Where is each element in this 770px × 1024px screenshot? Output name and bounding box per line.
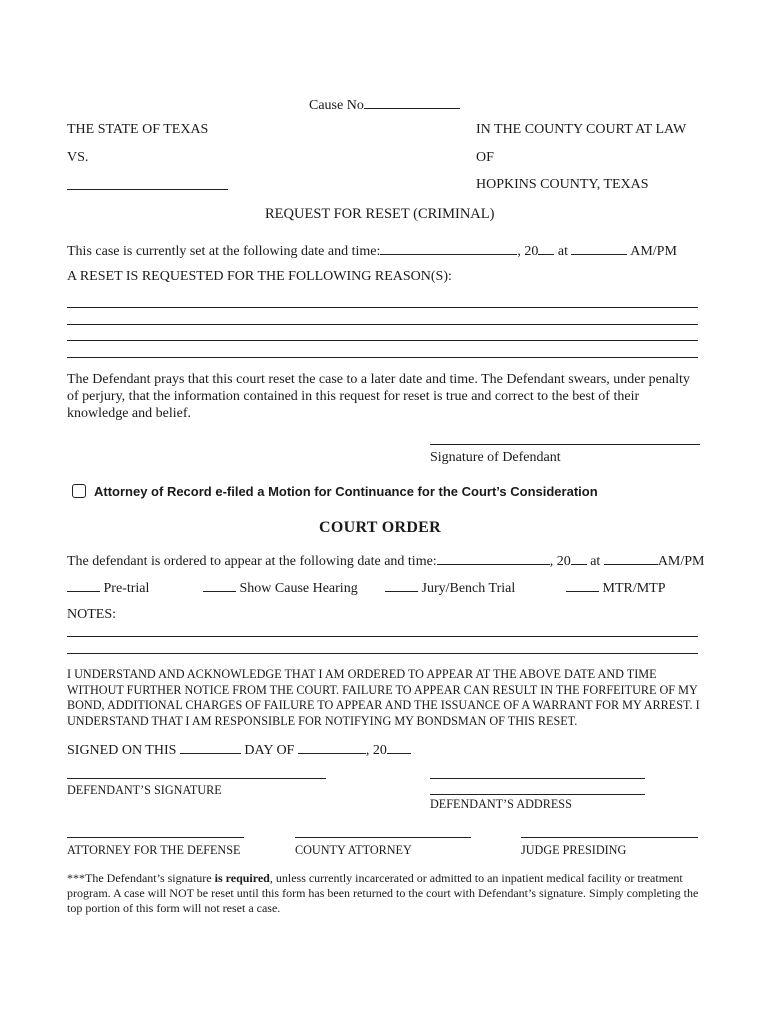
continuance-checkbox[interactable]: [72, 484, 86, 498]
pretrial-field[interactable]: [67, 579, 100, 592]
county-attorney-line[interactable]: [295, 837, 471, 838]
court-line-1: IN THE COUNTY COURT AT LAW: [476, 122, 687, 137]
mtr-mtp-label: MTR/MTP: [602, 581, 666, 596]
pretrial-label: Pre-trial: [103, 581, 150, 596]
defendant-name-field[interactable]: [67, 189, 228, 190]
mtr-mtp-field[interactable]: [566, 579, 599, 592]
notes-label: NOTES:: [67, 607, 116, 622]
order-ampm-label: AM/PM: [657, 554, 705, 569]
order-year-field[interactable]: [571, 552, 587, 565]
day-of-label: DAY OF: [244, 743, 295, 758]
court-order-title: COURT ORDER: [319, 519, 442, 536]
cause-no-label: Cause No: [309, 98, 364, 113]
hearing-mtr-mtp: [566, 579, 666, 597]
notes-line-1[interactable]: [67, 636, 698, 637]
defendant-address-caption: DEFENDANT’S ADDRESS: [430, 797, 572, 811]
court-line-3: HOPKINS COUNTY, TEXAS: [476, 177, 649, 192]
order-time-field[interactable]: [604, 552, 658, 565]
attorney-defense-line[interactable]: [67, 837, 244, 838]
cause-number: [309, 96, 460, 114]
footnote-prefix: ***The Defendant’s signature: [67, 871, 215, 885]
defendant-address-line-1[interactable]: [430, 778, 645, 779]
request-title: REQUEST FOR RESET (CRIMINAL): [265, 206, 495, 222]
current-time-field[interactable]: [571, 242, 627, 255]
notes-line-2[interactable]: [67, 653, 698, 654]
attorney-defense-caption: ATTORNEY FOR THE DEFENSE: [67, 843, 241, 857]
signed-day-field[interactable]: [180, 741, 241, 754]
judge-caption: JUDGE PRESIDING: [521, 843, 627, 857]
judge-line[interactable]: [521, 837, 698, 838]
footnote-bold: is required: [214, 871, 270, 885]
vs-label: VS.: [67, 150, 89, 165]
order-at-label: at: [590, 554, 601, 569]
court-line-2: OF: [476, 150, 494, 165]
defendant-signature-caption: DEFENDANT’S SIGNATURE: [67, 783, 222, 797]
current-year-field[interactable]: [538, 242, 554, 255]
order-setting-line: [67, 552, 705, 570]
declaration-text: The Defendant prays that this court reset the case to a later date and time. The Defendant swears, under penalty of perjury, that the information contained in this request for reset is true and correct to the best of their knowledge and belief.: [67, 372, 690, 421]
defendant-signature-field[interactable]: [430, 444, 700, 445]
current-date-field[interactable]: [380, 242, 517, 255]
signed-year-field[interactable]: [387, 741, 411, 754]
current-at-label: at: [557, 244, 568, 259]
signed-year-label: , 20: [365, 743, 387, 758]
order-date-label: The defendant is ordered to appear at the following date and time:: [67, 554, 437, 569]
signed-on-label: SIGNED ON THIS: [67, 743, 177, 758]
reason-line-4[interactable]: [67, 357, 698, 358]
current-setting-line: [67, 242, 677, 260]
footnote-suffix: , unless currently incarcerated or admitted to an inpatient medical facility or treatment program. A case will NOT be reset until this form has been returned to the court with Defendant’s signature. Simply completing the top portion of this form will not reset a case.: [67, 871, 699, 915]
defendant-address-line-2[interactable]: [430, 794, 645, 795]
defendant-signature-line[interactable]: [67, 778, 326, 779]
reason-label: A RESET IS REQUESTED FOR THE FOLLOWING REASON(S):: [67, 269, 452, 284]
order-year-prefix: , 20: [549, 554, 571, 569]
current-date-label: This case is currently set at the following date and time:: [67, 244, 381, 259]
footnote: [67, 871, 703, 916]
state-label: THE STATE OF TEXAS: [67, 122, 209, 137]
reason-line-1[interactable]: [67, 307, 698, 308]
jury-bench-field[interactable]: [385, 579, 418, 592]
show-cause-field[interactable]: [203, 579, 236, 592]
order-date-field[interactable]: [437, 552, 550, 565]
signed-on-line: [67, 741, 411, 759]
reason-line-3[interactable]: [67, 340, 698, 341]
signed-month-field[interactable]: [298, 741, 366, 754]
reason-line-2[interactable]: [67, 324, 698, 325]
county-attorney-caption: COUNTY ATTORNEY: [295, 843, 412, 857]
current-ampm-label: AM/PM: [630, 244, 677, 259]
current-year-prefix: , 20: [517, 244, 539, 259]
hearing-pretrial: [67, 579, 149, 597]
jury-bench-label: Jury/Bench Trial: [421, 581, 516, 596]
cause-no-field[interactable]: [364, 96, 460, 109]
hearing-jury-bench: [385, 579, 515, 597]
acknowledgement-text: I UNDERSTAND AND ACKNOWLEDGE THAT I AM ORDERED TO APPEAR AT THE ABOVE DATE AND TIME WITHOUT FURTHER NOTICE FROM THE COURT. FAILURE TO APPEAR CAN RESULT IN THE FORFEITURE OF MY BOND, ADDITIONAL CHARGES OF FAILURE TO APPEAR AND THE ISSUANCE OF A WARRANT FOR MY ARREST. I UNDERSTAND THAT I AM RESPONSIBLE FOR NOTIFYING MY BONDSMAN OF THIS RESET.: [67, 667, 700, 728]
show-cause-label: Show Cause Hearing: [239, 581, 358, 596]
defendant-signature-label: Signature of Defendant: [430, 450, 561, 465]
continuance-checkbox-label: Attorney of Record e-filed a Motion for Continuance for the Court’s Consideration: [94, 484, 598, 499]
hearing-show-cause: [203, 579, 358, 597]
